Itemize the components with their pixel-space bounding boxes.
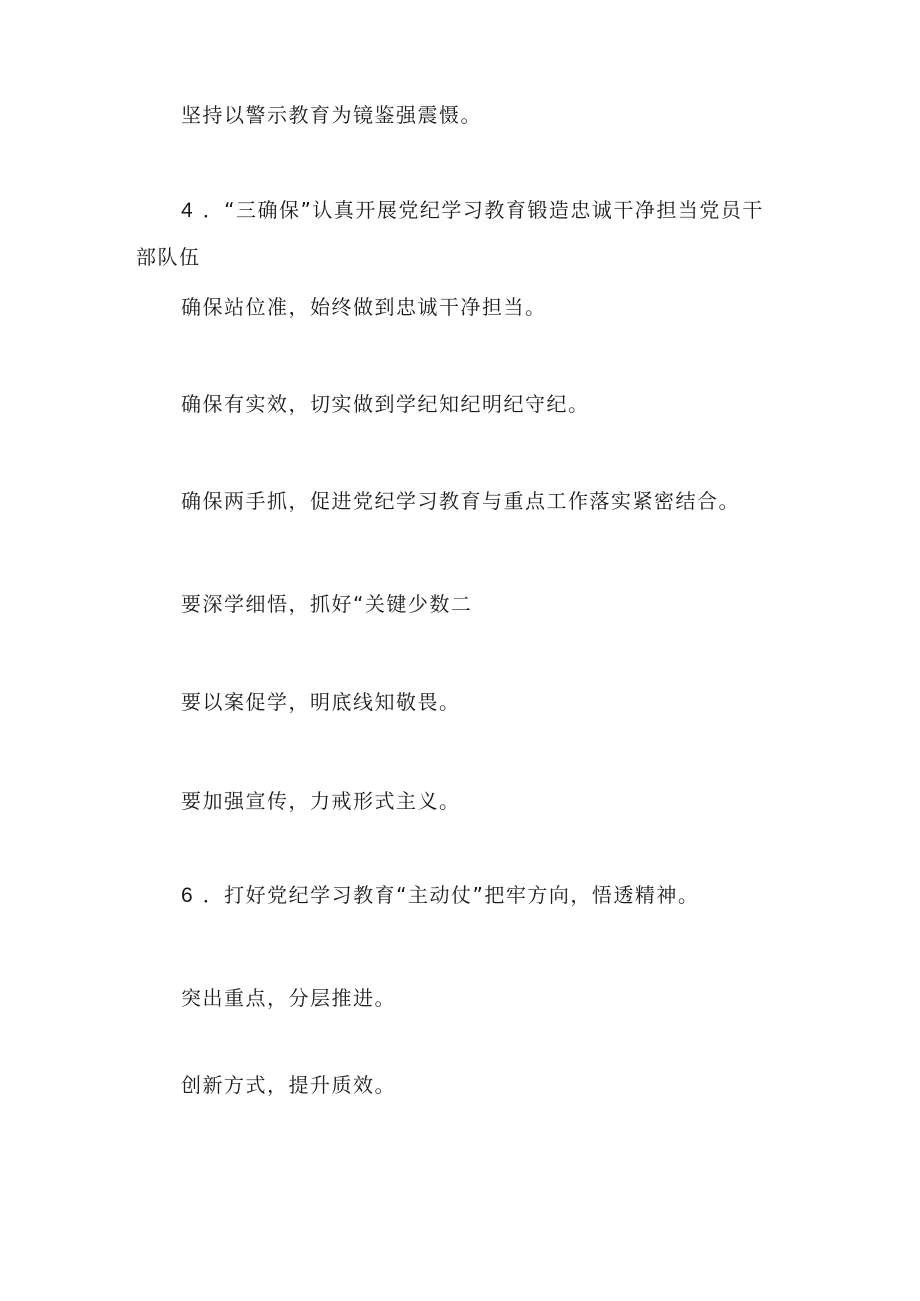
paragraph-publicity (181, 786, 461, 816)
paragraph-focus (181, 983, 396, 1013)
paragraph-text: 突出重点，分层推进。 (181, 986, 396, 1010)
item-number: 6 (181, 884, 193, 907)
item-number: 4 (181, 199, 193, 222)
heading-text: ．“三确保”认真开展党纪学习教育锻造忠诚干净担当党员干 (202, 198, 764, 222)
paragraph-case-study (181, 687, 461, 717)
heading-text: 部队伍 (136, 245, 201, 269)
paragraph-text: 确保有实效，切实做到学纪知纪明纪守纪。 (181, 392, 590, 416)
heading-item-4 (181, 195, 764, 226)
paragraph-text: 要以案促学，明底线知敬畏。 (181, 690, 461, 714)
heading-item-4-continuation (136, 242, 201, 272)
paragraph-deep-study (181, 589, 472, 619)
paragraph-text: 要深学细悟，抓好“关键少数二 (181, 592, 473, 616)
paragraph-text: 坚持以警示教育为镜鉴强震慑。 (181, 103, 482, 127)
paragraph-warning-education (181, 100, 482, 130)
paragraph-text: 确保两手抓，促进党纪学习教育与重点工作落实紧密结合。 (181, 489, 740, 513)
paragraph-text: 创新方式，提升质效。 (181, 1073, 396, 1097)
paragraph-effectiveness (181, 389, 590, 419)
heading-item-6 (181, 880, 699, 911)
paragraph-innovation (181, 1070, 396, 1100)
paragraph-two-hands (181, 486, 740, 516)
paragraph-text: 确保站位准，始终做到忠诚干净担当。 (181, 295, 547, 319)
heading-text: ．打好党纪学习教育“主动仗”把牢方向，悟透精神。 (202, 883, 700, 907)
paragraph-position (181, 292, 547, 322)
paragraph-text: 要加强宣传，力戒形式主义。 (181, 789, 461, 813)
